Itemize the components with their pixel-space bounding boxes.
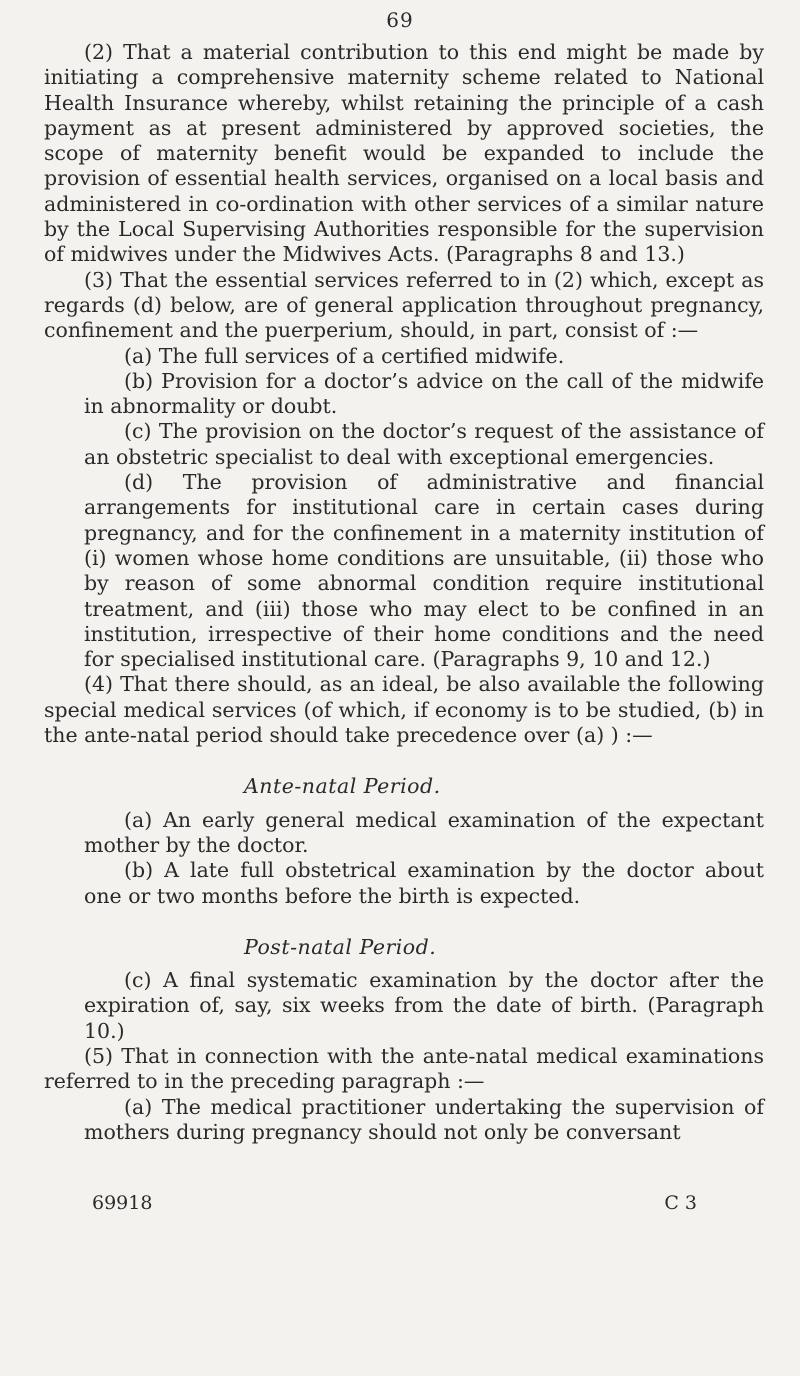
page-footer — [92, 1192, 697, 1214]
body-text — [44, 40, 764, 1145]
paragraph-2: (2) That a material contribution to this end might be made by initiating a comprehensive maternity scheme related to National Health Insurance whereby, whilst retaining the principle of a cash payment as at present administered by approved societies, the scope of maternity benefit would be expanded to include the provision of essential health services, organised on a local basis and administered in co-ordination with other services of a similar nature by the Local Supervising Authorities responsible for the supervision of midwives under the Midwives Acts. (Paragraphs 8 and 13.) — [44, 40, 764, 267]
item-4c: (c) A final systematic examination by the doctor after the expiration of, say, six weeks from the date of birth. (Paragraph 10.) — [84, 968, 764, 1043]
item-3a: (a) The full services of a certified midwife. — [124, 343, 565, 368]
item-4a: (a) An early general medical examination of the expectant mother by the doctor. — [84, 807, 764, 857]
heading-post-natal: Post-natal Period. — [244, 934, 437, 959]
page-number: 69 — [386, 8, 414, 32]
item-5a: (a) The medical practitioner undertaking the supervision of mothers during pregnancy should not only be conversant — [84, 1094, 764, 1144]
paragraph-4: (4) That there should, as an ideal, be also available the following special medical services (of which, if economy is to be studied, (b) in the ante-natal period should take precedence over (a) ) :— — [44, 672, 764, 748]
item-3d: (d) The provision of administrative and financial arrangements for institutional care in certain cases during pregnancy, and for the confinement in a maternity institution of (i) women whose home conditions are unsuitable, (ii) those who by reason of some abnormal condition require institutional treatment, and (iii) those who may elect to be confined in an institution, irrespective of their home conditions and the need for specialised institutional care. (Paragraphs 9, 10 and 12.) — [84, 470, 764, 672]
printer-code: 69918 — [92, 1192, 153, 1214]
signature-mark: C 3 — [664, 1192, 697, 1214]
paragraph-5: (5) That in connection with the ante-natal medical examinations referred to in the preceding paragraph :— — [44, 1043, 764, 1094]
paragraph-3: (3) That the essential services referred to in (2) which, except as regards (d) below, are of general application throughout pregnancy, confinement and the puerperium, should, in part, consist of :— — [44, 267, 764, 343]
heading-ante-natal: Ante-natal Period. — [244, 774, 441, 799]
item-4b: (b) A late full obstetrical examination by the doctor about one or two months before the birth is expected. — [84, 858, 764, 908]
item-3b: (b) Provision for a doctor’s advice on the call of the midwife in abnormality or doubt. — [84, 368, 764, 419]
item-3c: (c) The provision on the doctor’s request of the assistance of an obstetric specialist to deal with exceptional emergencies. — [84, 419, 764, 469]
